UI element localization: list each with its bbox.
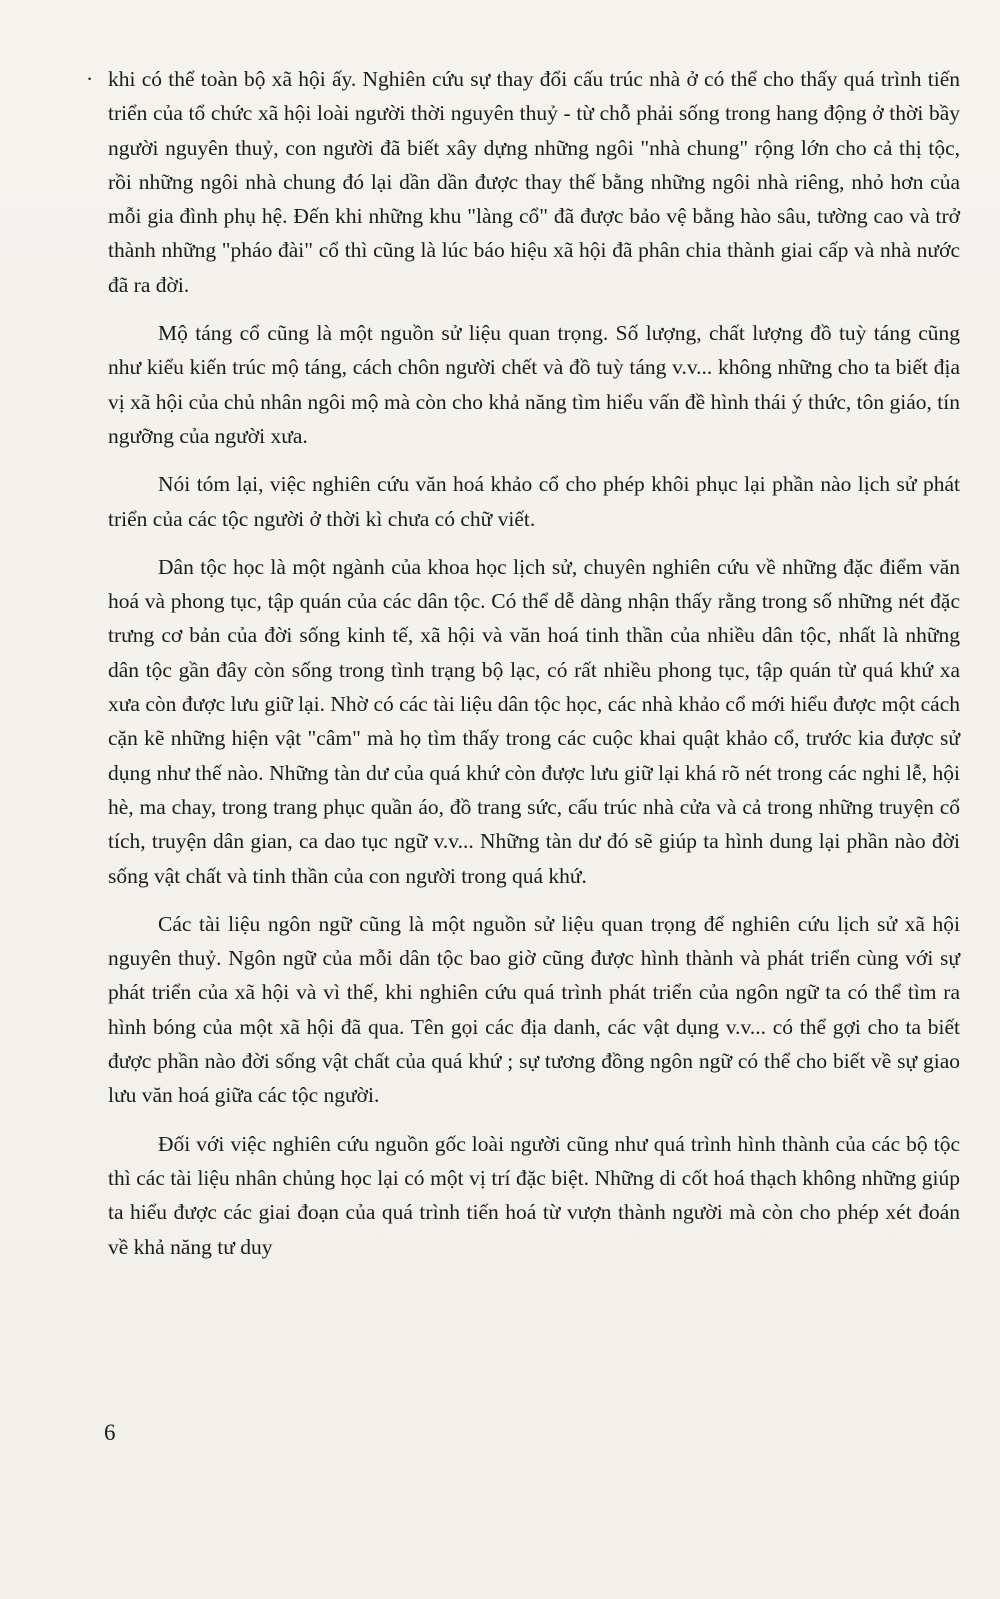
paragraph-archaeology-summary: Nói tóm lại, việc nghiên cứu văn hoá khảo cổ cho phép khôi phục lại phần nào lịch sử phát triển của các tộc người ở thời kì chưa có chữ viết.: [108, 472, 960, 531]
paragraph-ethnology: Dân tộc học là một ngành của khoa học lịch sử, chuyên nghiên cứu về những đặc điểm văn hoá và phong tục, tập quán của các dân tộc. Có thể dễ dàng nhận thấy rằng trong số những nét đặc trưng cơ bản của đời sống kinh tế, xã hội và văn hoá tinh thần của nhiều dân tộc, nhất là những dân tộc gần đây còn sống trong tình trạng bộ lạc, có rất nhiều phong tục, tập quán từ quá khứ xa xưa còn được lưu giữ lại. Nhờ có các tài liệu dân tộc học, các nhà khảo cổ mới hiểu được một cách cặn kẽ những hiện vật "câm" mà họ tìm thấy trong các cuộc khai quật khảo cổ, trước kia được sử dụng như thế nào. Những tàn dư của quá khứ còn được lưu giữ lại khá rõ nét trong các nghi lễ, hội hè, ma chay, trong trang phục quần áo, đồ trang sức, cấu trúc nhà cửa và cả trong những truyện cổ tích, truyện dân gian, ca dao tục ngữ v.v... Những tàn dư đó sẽ giúp ta hình dung lại phần nào đời sống vật chất và tinh thần của con người trong quá khứ.: [108, 554, 960, 888]
paragraph-ancient-tombs: Mộ táng cổ cũng là một nguồn sử liệu quan trọng. Số lượng, chất lượng đồ tuỳ táng cũng như kiểu kiến trúc mộ táng, cách chôn người chết và đồ tuỳ táng v.v... không những cho ta biết địa vị xã hội của chủ nhân ngôi mộ mà còn cho khả năng tìm hiểu vấn đề hình thái ý thức, tôn giáo, tín ngưỡng của người xưa.: [108, 321, 960, 448]
page-body: [86, 62, 960, 1264]
paragraph-housing-structure: khi có thể toàn bộ xã hội ấy. Nghiên cứu sự thay đổi cấu trúc nhà ở có thể cho thấy quá trình tiến triển của tổ chức xã hội loài người thời nguyên thuỷ - từ chỗ phải sống trong hang động ở thời bầy người nguyên thuỷ, con người đã biết xây dựng những ngôi "nhà chung" rộng lớn cho cả thị tộc, rồi những ngôi nhà chung đó lại dần dần được thay thế bằng những ngôi nhà riêng, nhỏ hơn của mỗi gia đình phụ hệ. Đến khi những khu "làng cổ" đã được bảo vệ bằng hào sâu, tường cao và trở thành những "pháo đài" cổ thì cũng là lúc báo hiệu xã hội đã phân chia thành giai cấp và nhà nước đã ra đời.: [108, 67, 960, 297]
margin-mark: ·: [86, 67, 94, 91]
paragraph-anthropology: Đối với việc nghiên cứu nguồn gốc loài người cũng như quá trình hình thành của các bộ tộc thì các tài liệu nhân chủng học lại có một vị trí đặc biệt. Những di cốt hoá thạch không những giúp ta hiểu được các giai đoạn của quá trình tiến hoá từ vượn thành người mà còn cho phép xét đoán về khả năng tư duy: [108, 1131, 960, 1259]
page-number: 6: [104, 1420, 116, 1445]
paragraph-linguistics: Các tài liệu ngôn ngữ cũng là một nguồn sử liệu quan trọng để nghiên cứu lịch sử xã hội nguyên thuỷ. Ngôn ngữ của mỗi dân tộc bao giờ cũng được hình thành và phát triển cùng với sự phát triển của xã hội và vì thế, khi nghiên cứu quá trình phát triển của ngôn ngữ ta có thể tìm ra hình bóng của một xã hội đã qua. Tên gọi các địa danh, các vật dụng v.v... có thể gợi cho ta biết được phần nào đời sống vật chất của quá khứ ; sự tương đồng ngôn ngữ có thể cho biết về sự giao lưu văn hoá giữa các tộc người.: [108, 911, 960, 1108]
